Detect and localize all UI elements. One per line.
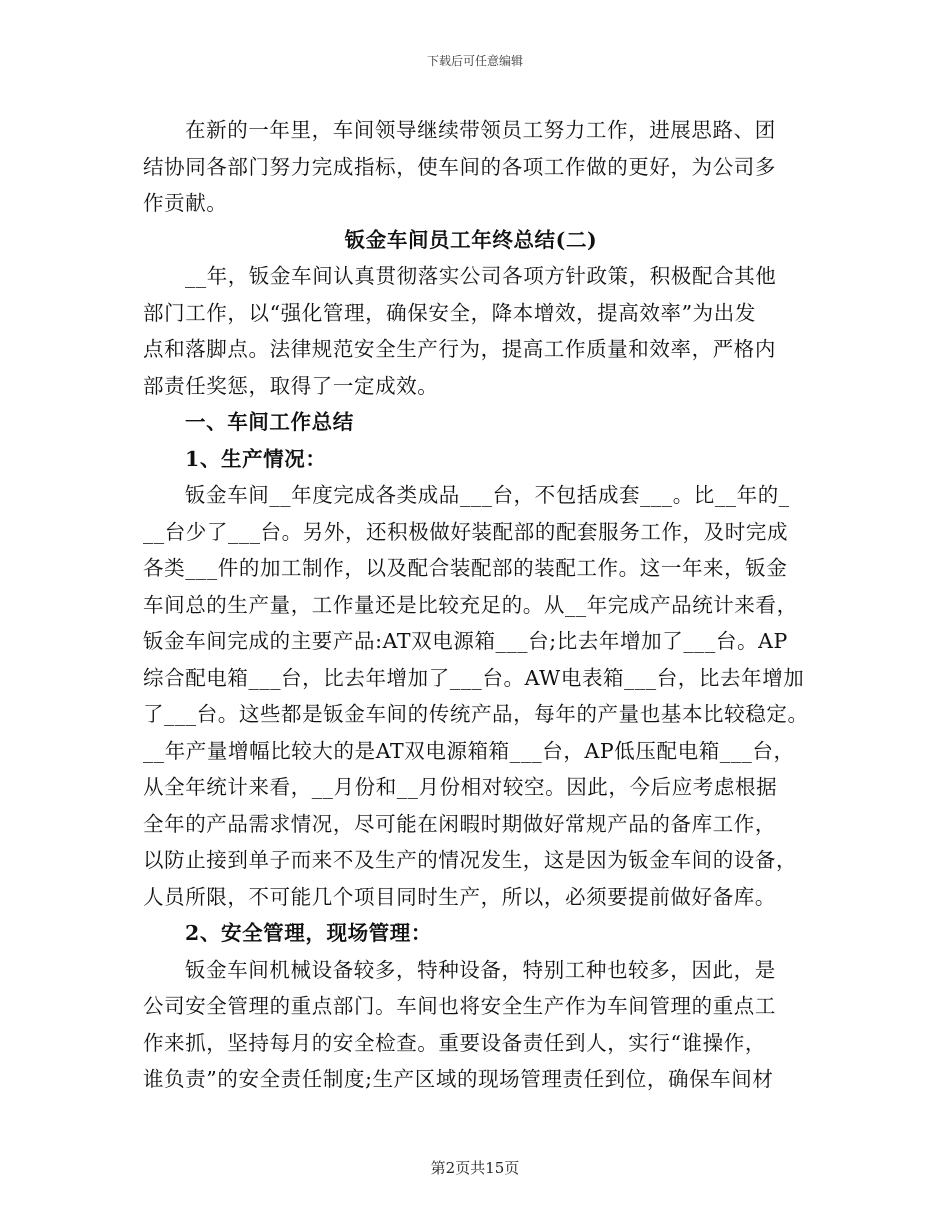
page-footer: 第2页共15页	[430, 1159, 520, 1177]
paragraph-line: 公司安全管理的重点部门。车间也将安全生产作为车间管理的重点工	[143, 994, 776, 1018]
paragraph-line: 钣金车间__年度完成各类成品___台，不包括成套___。比__年的_	[185, 483, 790, 507]
paragraph-line: 点和落脚点。法律规范安全生产行为，提高工作质量和效率，严格内	[143, 337, 776, 361]
paragraph-line: 车间总的生产量，工作量还是比较充足的。从__年完成产品统计来看，	[143, 592, 798, 617]
paragraph-line: 在新的一年里，车间领导继续带领员工努力工作，进展思路、团	[185, 118, 776, 142]
paragraph-line: 钣金车间机械设备较多，特种设备，特别工种也较多，因此，是	[185, 957, 776, 982]
paragraph-line: 部责任奖惩，取得了一定成效。	[143, 373, 439, 398]
paragraph-line: 谁负责”的安全责任制度;生产区域的现场管理责任到位，确保车间材	[143, 1067, 774, 1091]
paragraph-line: 全年的产品需求情况，尽可能在闲暇时期做好常规产品的备库工作，	[143, 811, 776, 836]
heading-workshop-summary: 一、车间工作总结	[185, 410, 354, 434]
paragraph-line: __台少了___台。另外，还积极做好装配部的配套服务工作，及时完成	[143, 519, 789, 544]
paragraph-line: __年，钣金车间认真贯彻落实公司各项方针政策，积极配合其他	[185, 264, 777, 288]
paragraph-line: 综合配电箱___台，比去年增加了___台。AW电表箱___台，比去年增加	[143, 665, 805, 690]
paragraph-line: 人员所限，不可能几个项目同时生产，所以，必须要提前做好备库。	[143, 884, 776, 909]
paragraph-line: 作贡献。	[143, 191, 228, 215]
paragraph-line: 部门工作，以“强化管理，确保安全，降本增效，提高效率”为出发	[143, 300, 756, 325]
section-title: 钣金车间员工年终总结(二)	[344, 227, 598, 252]
paragraph-line: 结协同各部门努力完成指标，使车间的各项工作做的更好，为公司多	[143, 154, 776, 179]
document-body	[143, 112, 815, 1098]
page-header: 下载后可任意编辑	[426, 54, 523, 68]
paragraph-line: 作来抓，坚持每月的安全检查。重要设备责任到人，实行“谁操作，	[143, 1030, 766, 1055]
paragraph-line: 从全年统计来看，__月份和__月份相对较空。因此，今后应考虑根据	[143, 775, 778, 799]
paragraph-line: 以防止接到单子而来不及生产的情况发生，这是因为钣金车间的设备，	[143, 848, 798, 872]
heading-safety-management: 2、安全管理，现场管理：	[185, 921, 432, 945]
paragraph-line: 了___台。这些都是钣金车间的传统产品，每年的产量也基本比较稳定。	[143, 702, 809, 726]
paragraph-line: 钣金车间完成的主要产品:AT双电源箱___台;比去年增加了___台。AP	[143, 629, 788, 653]
paragraph-line: __年产量增幅比较大的是AT双电源箱箱___台，AP低压配电箱___台，	[143, 738, 795, 763]
heading-production: 1、生产情况：	[185, 446, 327, 471]
paragraph-line: 各类___件的加工制作，以及配合装配部的装配工作。这一年来，钣金	[143, 556, 788, 580]
